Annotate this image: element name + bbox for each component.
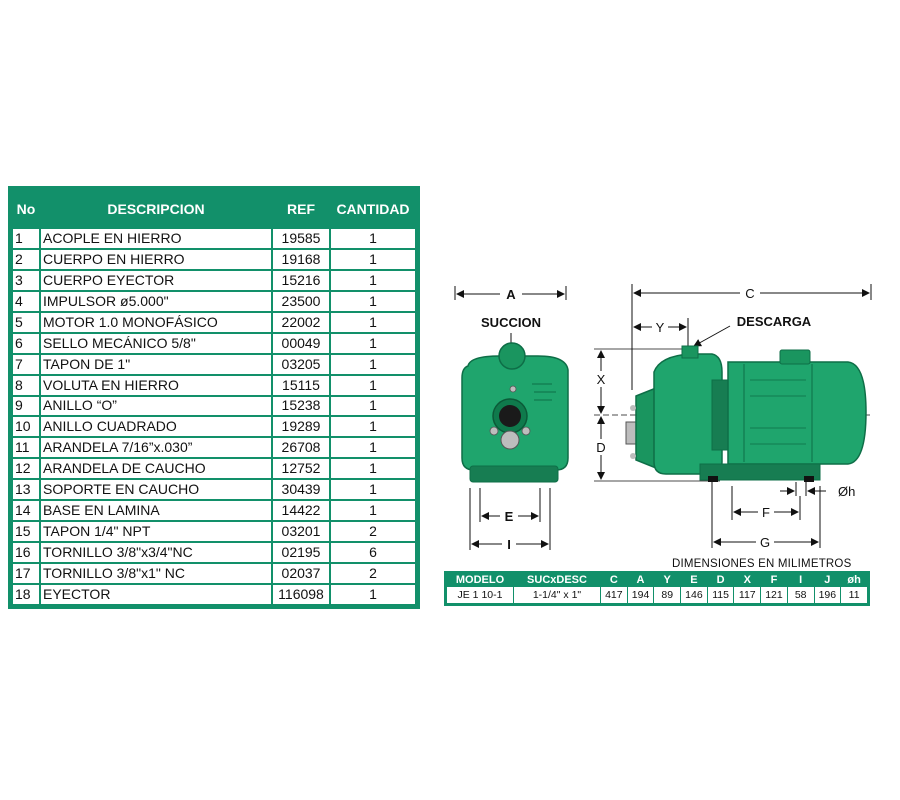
part-number: 9 bbox=[13, 397, 39, 416]
priming-plug bbox=[499, 343, 525, 369]
dimensions-header-cell: MODELO bbox=[455, 574, 505, 586]
part-description: ANILLO CUADRADO bbox=[41, 417, 271, 436]
dimensions-header-cell: J bbox=[824, 574, 831, 586]
header-descripcion: DESCRIPCION bbox=[107, 201, 205, 217]
part-description: ANILLO “O” bbox=[41, 397, 271, 416]
part-description: BASE EN LAMINA bbox=[41, 501, 271, 520]
part-description: MOTOR 1.0 MONOFÁSICO bbox=[41, 313, 271, 332]
dimensions-value-cell: 58 bbox=[788, 587, 814, 603]
dimensions-table bbox=[444, 571, 870, 606]
part-description: VOLUTA EN HIERRO bbox=[41, 376, 271, 395]
dimensions-header-row bbox=[447, 574, 867, 586]
dimensions-header-cell: I bbox=[799, 574, 803, 586]
motor-body bbox=[728, 362, 866, 464]
dimensions-header-cell: Y bbox=[663, 574, 671, 586]
header-cantidad: CANTIDAD bbox=[336, 201, 410, 217]
dimensions-header-cell: C bbox=[609, 574, 618, 586]
dimensions-value-cell: 115 bbox=[708, 587, 734, 603]
dimensions-data-row bbox=[447, 587, 867, 603]
label-c: C bbox=[745, 286, 755, 301]
part-ref: 12752 bbox=[273, 459, 329, 478]
part-number: 12 bbox=[13, 459, 39, 478]
part-description: CUERPO EYECTOR bbox=[41, 271, 271, 290]
part-quantity: 1 bbox=[331, 417, 415, 436]
part-quantity: 1 bbox=[331, 229, 415, 248]
part-description: EYECTOR bbox=[41, 585, 271, 604]
dimensions-value-cell: 89 bbox=[654, 587, 680, 603]
dimensions-value-cell: JE 1 10-1 bbox=[447, 587, 513, 603]
part-number: 3 bbox=[13, 271, 39, 290]
part-ref: 116098 bbox=[273, 585, 329, 604]
part-number: 4 bbox=[13, 292, 39, 311]
dimensions-value-cell: 1-1/4" x 1" bbox=[514, 587, 600, 603]
part-number: 6 bbox=[13, 334, 39, 353]
part-ref: 14422 bbox=[273, 501, 329, 520]
part-quantity: 1 bbox=[331, 292, 415, 311]
dimensions-header-cell: E bbox=[690, 574, 698, 586]
part-ref: 23500 bbox=[273, 292, 329, 311]
suction-opening bbox=[499, 405, 521, 427]
part-number: 16 bbox=[13, 543, 39, 562]
part-description: SELLO MECÁNICO 5/8" bbox=[41, 334, 271, 353]
part-ref: 02195 bbox=[273, 543, 329, 562]
part-quantity: 1 bbox=[331, 438, 415, 457]
part-ref: 19289 bbox=[273, 417, 329, 436]
label-oh: Øh bbox=[838, 484, 856, 499]
label-f: F bbox=[762, 505, 770, 520]
motor-box bbox=[780, 350, 810, 364]
part-ref: 15216 bbox=[273, 271, 329, 290]
part-quantity: 1 bbox=[331, 397, 415, 416]
header-no: No bbox=[16, 201, 36, 217]
part-description: ARANDELA DE CAUCHO bbox=[41, 459, 271, 478]
dimensions-header-cell: F bbox=[770, 574, 778, 586]
part-quantity: 1 bbox=[331, 250, 415, 269]
part-ref: 19168 bbox=[273, 250, 329, 269]
part-quantity: 6 bbox=[331, 543, 415, 562]
part-ref: 15238 bbox=[273, 397, 329, 416]
part-number: 7 bbox=[13, 355, 39, 374]
part-number: 2 bbox=[13, 250, 39, 269]
part-ref: 00049 bbox=[273, 334, 329, 353]
label-succion: SUCCION bbox=[481, 315, 541, 330]
part-quantity: 1 bbox=[331, 585, 415, 604]
ejector-plug bbox=[501, 431, 519, 449]
part-quantity: 1 bbox=[331, 480, 415, 499]
part-quantity: 1 bbox=[331, 313, 415, 332]
label-d: D bbox=[596, 440, 606, 455]
part-description: SOPORTE EN CAUCHO bbox=[41, 480, 271, 499]
part-quantity: 2 bbox=[331, 522, 415, 541]
dimensions-header-cell: D bbox=[716, 574, 725, 586]
part-description: TAPON DE 1" bbox=[41, 355, 271, 374]
part-number: 18 bbox=[13, 585, 39, 604]
discharge-port bbox=[682, 346, 698, 358]
label-y: Y bbox=[655, 320, 665, 335]
dimensions-header-cell: SUCxDESC bbox=[527, 574, 587, 586]
dimensions-header-cell: øh bbox=[847, 574, 861, 586]
part-quantity: 1 bbox=[331, 271, 415, 290]
part-number: 17 bbox=[13, 564, 39, 583]
label-e: E bbox=[504, 509, 514, 524]
pump-side-volute bbox=[636, 388, 656, 468]
part-number: 15 bbox=[13, 522, 39, 541]
part-description: TAPON 1/4" NPT bbox=[41, 522, 271, 541]
part-quantity: 1 bbox=[331, 334, 415, 353]
dimensions-header-cell: A bbox=[636, 574, 645, 586]
part-ref: 03201 bbox=[273, 522, 329, 541]
part-description: TORNILLO 3/8"x1" NC bbox=[41, 564, 271, 583]
part-description: ARANDELA 7/16”x.030” bbox=[41, 438, 271, 457]
label-g: G bbox=[759, 535, 771, 550]
part-ref: 19585 bbox=[273, 229, 329, 248]
label-descarga: DESCARGA bbox=[736, 314, 812, 329]
part-number: 5 bbox=[13, 313, 39, 332]
part-quantity: 1 bbox=[331, 376, 415, 395]
part-quantity: 1 bbox=[331, 355, 415, 374]
part-ref: 26708 bbox=[273, 438, 329, 457]
dimensions-value-cell: 196 bbox=[815, 587, 841, 603]
part-number: 11 bbox=[13, 438, 39, 457]
part-ref: 30439 bbox=[273, 480, 329, 499]
dimensions-value-cell: 11 bbox=[841, 587, 867, 603]
dimensions-caption: DIMENSIONES EN MILIMETROS bbox=[672, 558, 852, 570]
part-quantity: 1 bbox=[331, 459, 415, 478]
part-quantity: 2 bbox=[331, 564, 415, 583]
part-description: IMPULSOR ø5.000" bbox=[41, 292, 271, 311]
part-quantity: 1 bbox=[331, 501, 415, 520]
part-number: 1 bbox=[13, 229, 39, 248]
part-description: ACOPLE EN HIERRO bbox=[41, 229, 271, 248]
side-view bbox=[593, 284, 871, 550]
label-i: I bbox=[507, 537, 511, 552]
dimensions-value-cell: 146 bbox=[681, 587, 707, 603]
part-description: CUERPO EN HIERRO bbox=[41, 250, 271, 269]
part-number: 14 bbox=[13, 501, 39, 520]
part-number: 8 bbox=[13, 376, 39, 395]
part-description: TORNILLO 3/8"x3/4"NC bbox=[41, 543, 271, 562]
dimensions-value-cell: 117 bbox=[734, 587, 760, 603]
pump-front-base bbox=[470, 466, 558, 482]
dimensions-value-cell: 417 bbox=[601, 587, 627, 603]
part-number: 10 bbox=[13, 417, 39, 436]
dimensions-header-cell: X bbox=[743, 574, 751, 586]
label-a: A bbox=[506, 287, 516, 302]
part-ref: 22002 bbox=[273, 313, 329, 332]
part-ref: 03205 bbox=[273, 355, 329, 374]
part-number: 13 bbox=[13, 480, 39, 499]
part-ref: 02037 bbox=[273, 564, 329, 583]
header-ref: REF bbox=[287, 201, 315, 217]
front-view bbox=[455, 286, 568, 552]
label-x: X bbox=[596, 372, 606, 387]
dimensions-value-cell: 121 bbox=[761, 587, 787, 603]
dimensions-value-cell: 194 bbox=[628, 587, 654, 603]
part-ref: 15115 bbox=[273, 376, 329, 395]
